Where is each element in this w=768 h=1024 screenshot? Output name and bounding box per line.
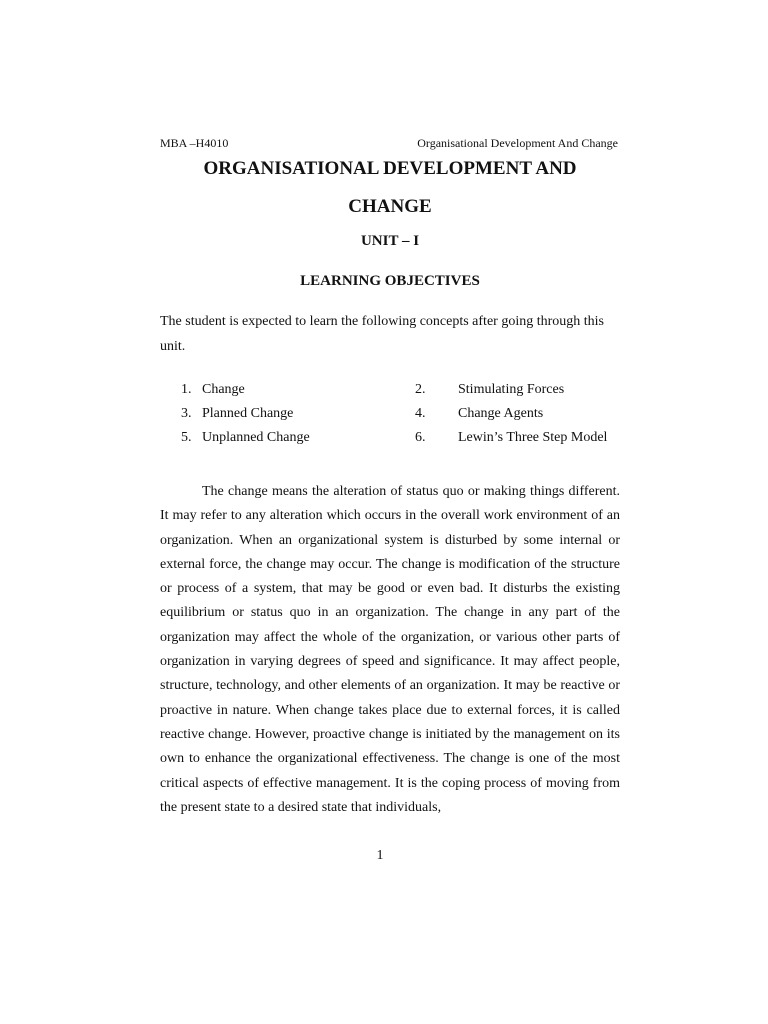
objectives-row: [160, 430, 620, 454]
running-title: Organisational Development And Change: [417, 136, 618, 150]
learning-objectives-heading: LEARNING OBJECTIVES: [300, 273, 480, 289]
objectives-list: [160, 382, 620, 454]
objective-label: Stimulating Forces: [458, 382, 565, 397]
objective-label: Change Agents: [458, 406, 544, 421]
objective-number: 6.: [415, 430, 426, 445]
objective-number: 4.: [415, 406, 426, 421]
objective-label: Change: [202, 382, 245, 397]
objective-number: 3.: [181, 406, 192, 421]
course-code: MBA –H4010: [160, 136, 229, 150]
intro-paragraph: The student is expected to learn the following concepts after going through this unit.: [160, 314, 604, 354]
running-header: [160, 136, 618, 151]
objective-number: 5.: [181, 430, 192, 445]
objective-number: 2.: [415, 382, 426, 397]
objective-label: Unplanned Change: [202, 430, 310, 445]
unit-heading: UNIT – I: [360, 233, 420, 249]
document-title: [160, 150, 620, 226]
document-title-line-1: ORGANISATIONAL DEVELOPMENT AND: [203, 158, 577, 179]
objectives-row: [160, 382, 620, 406]
body-paragraph: The change means the alteration of status quo or making things different. It may refer to any alteration which occurs in the overall work environment of an organization. When an organizational system is disturbed by some internal or external force, the change may occur. The change is modification of the structure or process of a system, that may be good or even bad. It disturbs the existing equilibrium or status quo in an organization. The change in any part of the organization may affect the whole of the organization, or various other parts of organization in varying degrees of speed and significance. It may affect people, structure, technology, and other elements of an organization. It may be reactive or proactive in nature. When change takes place due to external forces, it is called reactive change. However, proactive change is initiated by the management on its own to enhance the organizational effectiveness. The change is one of the most critical aspects of effective management. It is the coping process of moving from the present state to a desired state that individuals,: [160, 484, 620, 815]
objectives-row: [160, 406, 620, 430]
objective-label: Planned Change: [202, 406, 294, 421]
page-number: 1: [376, 848, 384, 863]
document-title-line-2: CHANGE: [348, 196, 432, 217]
objective-number: 1.: [181, 382, 192, 397]
objective-label: Lewin’s Three Step Model: [458, 430, 608, 445]
